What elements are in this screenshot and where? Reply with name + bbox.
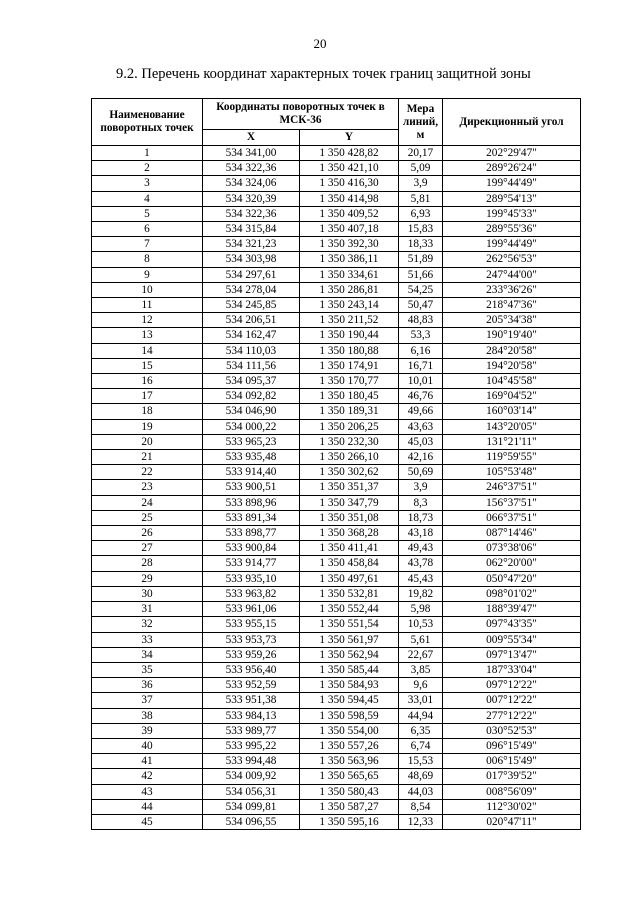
table-row bbox=[92, 586, 581, 601]
point-number-cell: 8 bbox=[92, 252, 203, 267]
line-length-cell: 19,82 bbox=[399, 586, 443, 601]
point-number-cell: 15 bbox=[92, 358, 203, 373]
direction-angle-cell: 289°26'24" bbox=[443, 161, 581, 176]
line-length-cell: 5,61 bbox=[399, 632, 443, 647]
table-row bbox=[92, 495, 581, 510]
line-length-cell: 44,94 bbox=[399, 708, 443, 723]
point-number-cell: 19 bbox=[92, 419, 203, 434]
x-coordinate-cell: 534 000,22 bbox=[203, 419, 300, 434]
x-coordinate-cell: 534 320,39 bbox=[203, 191, 300, 206]
y-coordinate-cell: 1 350 189,31 bbox=[300, 404, 399, 419]
table-row bbox=[92, 526, 581, 541]
x-coordinate-cell: 533 891,34 bbox=[203, 510, 300, 525]
y-coordinate-cell: 1 350 368,28 bbox=[300, 526, 399, 541]
table-row bbox=[92, 617, 581, 632]
y-coordinate-cell: 1 350 170,77 bbox=[300, 374, 399, 389]
x-coordinate-cell: 534 322,36 bbox=[203, 206, 300, 221]
x-coordinate-cell: 534 056,31 bbox=[203, 784, 300, 799]
table-row bbox=[92, 389, 581, 404]
direction-angle-cell: 097°13'47" bbox=[443, 647, 581, 662]
line-length-cell: 49,66 bbox=[399, 404, 443, 419]
table-row bbox=[92, 632, 581, 647]
y-coordinate-cell: 1 350 594,45 bbox=[300, 693, 399, 708]
page-number: 20 bbox=[313, 36, 327, 51]
direction-angle-cell: 187°33'04" bbox=[443, 662, 581, 677]
y-coordinate-cell: 1 350 286,81 bbox=[300, 282, 399, 297]
line-length-cell: 10,53 bbox=[399, 617, 443, 632]
line-length-cell: 20,17 bbox=[399, 146, 443, 161]
y-coordinate-cell: 1 350 416,30 bbox=[300, 176, 399, 191]
y-coordinate-cell: 1 350 585,44 bbox=[300, 662, 399, 677]
point-number-cell: 37 bbox=[92, 693, 203, 708]
line-length-cell: 49,43 bbox=[399, 541, 443, 556]
x-coordinate-cell: 533 952,59 bbox=[203, 678, 300, 693]
point-number-cell: 33 bbox=[92, 632, 203, 647]
point-number-cell: 13 bbox=[92, 328, 203, 343]
direction-angle-cell: 199°44'49" bbox=[443, 176, 581, 191]
section-title: 9.2. Перечень координат характерных точек границ защитной зоны bbox=[116, 66, 531, 82]
x-coordinate-cell: 533 965,23 bbox=[203, 434, 300, 449]
y-coordinate-cell: 1 350 598,59 bbox=[300, 708, 399, 723]
point-number-cell: 28 bbox=[92, 556, 203, 571]
table-row bbox=[92, 693, 581, 708]
line-length-cell: 15,83 bbox=[399, 222, 443, 237]
line-length-cell: 5,09 bbox=[399, 161, 443, 176]
y-coordinate-cell: 1 350 497,61 bbox=[300, 571, 399, 586]
line-length-cell: 43,78 bbox=[399, 556, 443, 571]
point-number-cell: 39 bbox=[92, 723, 203, 738]
direction-angle-cell: 160°03'14" bbox=[443, 404, 581, 419]
direction-angle-cell: 112°30'02" bbox=[443, 799, 581, 814]
header-x: X bbox=[203, 130, 300, 146]
y-coordinate-cell: 1 350 334,61 bbox=[300, 267, 399, 282]
direction-angle-cell: 199°45'33" bbox=[443, 206, 581, 221]
y-coordinate-cell: 1 350 557,26 bbox=[300, 738, 399, 753]
table-row bbox=[92, 343, 581, 358]
line-length-cell: 43,63 bbox=[399, 419, 443, 434]
direction-angle-cell: 098°01'02" bbox=[443, 586, 581, 601]
direction-angle-cell: 062°20'00" bbox=[443, 556, 581, 571]
table-row bbox=[92, 146, 581, 161]
point-number-cell: 38 bbox=[92, 708, 203, 723]
y-coordinate-cell: 1 350 580,43 bbox=[300, 784, 399, 799]
x-coordinate-cell: 534 046,90 bbox=[203, 404, 300, 419]
line-length-cell: 48,83 bbox=[399, 313, 443, 328]
point-number-cell: 18 bbox=[92, 404, 203, 419]
x-coordinate-cell: 534 111,56 bbox=[203, 358, 300, 373]
x-coordinate-cell: 533 989,77 bbox=[203, 723, 300, 738]
y-coordinate-cell: 1 350 421,10 bbox=[300, 161, 399, 176]
x-coordinate-cell: 534 162,47 bbox=[203, 328, 300, 343]
x-coordinate-cell: 533 963,82 bbox=[203, 586, 300, 601]
direction-angle-cell: 119°59'55" bbox=[443, 450, 581, 465]
direction-angle-cell: 205°34'38" bbox=[443, 313, 581, 328]
y-coordinate-cell: 1 350 190,44 bbox=[300, 328, 399, 343]
table-row bbox=[92, 298, 581, 313]
direction-angle-cell: 017°39'52" bbox=[443, 769, 581, 784]
table-row bbox=[92, 708, 581, 723]
direction-angle-cell: 066°37'51" bbox=[443, 510, 581, 525]
direction-angle-cell: 030°52'53" bbox=[443, 723, 581, 738]
table-row bbox=[92, 176, 581, 191]
table-row bbox=[92, 754, 581, 769]
y-coordinate-cell: 1 350 302,62 bbox=[300, 465, 399, 480]
direction-angle-cell: 097°12'22" bbox=[443, 678, 581, 693]
line-length-cell: 10,01 bbox=[399, 374, 443, 389]
x-coordinate-cell: 533 898,96 bbox=[203, 495, 300, 510]
y-coordinate-cell: 1 350 266,10 bbox=[300, 450, 399, 465]
point-number-cell: 9 bbox=[92, 267, 203, 282]
y-coordinate-cell: 1 350 561,97 bbox=[300, 632, 399, 647]
table-row bbox=[92, 769, 581, 784]
direction-angle-cell: 233°36'26" bbox=[443, 282, 581, 297]
point-number-cell: 32 bbox=[92, 617, 203, 632]
table-row bbox=[92, 510, 581, 525]
point-number-cell: 17 bbox=[92, 389, 203, 404]
table-row bbox=[92, 374, 581, 389]
point-number-cell: 44 bbox=[92, 799, 203, 814]
y-coordinate-cell: 1 350 411,41 bbox=[300, 541, 399, 556]
y-coordinate-cell: 1 350 407,18 bbox=[300, 222, 399, 237]
x-coordinate-cell: 533 914,77 bbox=[203, 556, 300, 571]
point-number-cell: 3 bbox=[92, 176, 203, 191]
direction-angle-cell: 199°44'49" bbox=[443, 237, 581, 252]
x-coordinate-cell: 533 953,73 bbox=[203, 632, 300, 647]
line-length-cell: 48,69 bbox=[399, 769, 443, 784]
line-length-cell: 3,9 bbox=[399, 480, 443, 495]
table-row bbox=[92, 358, 581, 373]
x-coordinate-cell: 534 110,03 bbox=[203, 343, 300, 358]
table-row bbox=[92, 480, 581, 495]
line-length-cell: 46,76 bbox=[399, 389, 443, 404]
table-row bbox=[92, 799, 581, 814]
y-coordinate-cell: 1 350 180,88 bbox=[300, 343, 399, 358]
line-length-cell: 6,74 bbox=[399, 738, 443, 753]
x-coordinate-cell: 534 245,85 bbox=[203, 298, 300, 313]
header-coordinates: Координаты поворотных точек в МСК-36 bbox=[203, 99, 399, 130]
y-coordinate-cell: 1 350 552,44 bbox=[300, 602, 399, 617]
table-row bbox=[92, 723, 581, 738]
table-body bbox=[92, 146, 581, 830]
x-coordinate-cell: 534 321,23 bbox=[203, 237, 300, 252]
direction-angle-cell: 007°12'22" bbox=[443, 693, 581, 708]
x-coordinate-cell: 533 955,15 bbox=[203, 617, 300, 632]
direction-angle-cell: 202°29'47" bbox=[443, 146, 581, 161]
point-number-cell: 23 bbox=[92, 480, 203, 495]
x-coordinate-cell: 533 995,22 bbox=[203, 738, 300, 753]
table-row bbox=[92, 738, 581, 753]
table-row bbox=[92, 556, 581, 571]
line-length-cell: 51,89 bbox=[399, 252, 443, 267]
header-y: Y bbox=[300, 130, 399, 146]
y-coordinate-cell: 1 350 347,79 bbox=[300, 495, 399, 510]
line-length-cell: 5,81 bbox=[399, 191, 443, 206]
y-coordinate-cell: 1 350 392,30 bbox=[300, 237, 399, 252]
header-direction-angle: Дирекционный угол bbox=[443, 99, 581, 146]
x-coordinate-cell: 534 095,37 bbox=[203, 374, 300, 389]
x-coordinate-cell: 533 961,06 bbox=[203, 602, 300, 617]
direction-angle-cell: 131°21'11" bbox=[443, 434, 581, 449]
point-number-cell: 10 bbox=[92, 282, 203, 297]
x-coordinate-cell: 533 900,84 bbox=[203, 541, 300, 556]
direction-angle-cell: 246°37'51" bbox=[443, 480, 581, 495]
point-number-cell: 2 bbox=[92, 161, 203, 176]
line-length-cell: 12,33 bbox=[399, 814, 443, 829]
y-coordinate-cell: 1 350 551,54 bbox=[300, 617, 399, 632]
point-number-cell: 36 bbox=[92, 678, 203, 693]
x-coordinate-cell: 534 009,92 bbox=[203, 769, 300, 784]
point-number-cell: 26 bbox=[92, 526, 203, 541]
line-length-cell: 50,69 bbox=[399, 465, 443, 480]
line-length-cell: 51,66 bbox=[399, 267, 443, 282]
table-row bbox=[92, 222, 581, 237]
direction-angle-cell: 006°15'49" bbox=[443, 754, 581, 769]
point-number-cell: 25 bbox=[92, 510, 203, 525]
x-coordinate-cell: 534 092,82 bbox=[203, 389, 300, 404]
point-number-cell: 27 bbox=[92, 541, 203, 556]
table-row bbox=[92, 571, 581, 586]
x-coordinate-cell: 533 898,77 bbox=[203, 526, 300, 541]
line-length-cell: 16,71 bbox=[399, 358, 443, 373]
line-length-cell: 54,25 bbox=[399, 282, 443, 297]
table-row bbox=[92, 678, 581, 693]
x-coordinate-cell: 534 206,51 bbox=[203, 313, 300, 328]
line-length-cell: 18,33 bbox=[399, 237, 443, 252]
direction-angle-cell: 020°47'11" bbox=[443, 814, 581, 829]
table-row bbox=[92, 404, 581, 419]
y-coordinate-cell: 1 350 458,84 bbox=[300, 556, 399, 571]
y-coordinate-cell: 1 350 409,52 bbox=[300, 206, 399, 221]
point-number-cell: 22 bbox=[92, 465, 203, 480]
table-row bbox=[92, 282, 581, 297]
table-row bbox=[92, 419, 581, 434]
x-coordinate-cell: 533 984,13 bbox=[203, 708, 300, 723]
x-coordinate-cell: 533 935,10 bbox=[203, 571, 300, 586]
point-number-cell: 14 bbox=[92, 343, 203, 358]
header-line-length: Мера линий, м bbox=[399, 99, 443, 146]
y-coordinate-cell: 1 350 206,25 bbox=[300, 419, 399, 434]
direction-angle-cell: 097°43'35" bbox=[443, 617, 581, 632]
line-length-cell: 8,3 bbox=[399, 495, 443, 510]
y-coordinate-cell: 1 350 428,82 bbox=[300, 146, 399, 161]
line-length-cell: 5,98 bbox=[399, 602, 443, 617]
x-coordinate-cell: 534 315,84 bbox=[203, 222, 300, 237]
x-coordinate-cell: 533 951,38 bbox=[203, 693, 300, 708]
coordinates-table bbox=[91, 98, 581, 830]
table-row bbox=[92, 541, 581, 556]
x-coordinate-cell: 534 303,98 bbox=[203, 252, 300, 267]
point-number-cell: 29 bbox=[92, 571, 203, 586]
direction-angle-cell: 289°55'36" bbox=[443, 222, 581, 237]
direction-angle-cell: 289°54'13" bbox=[443, 191, 581, 206]
direction-angle-cell: 104°45'58" bbox=[443, 374, 581, 389]
y-coordinate-cell: 1 350 587,27 bbox=[300, 799, 399, 814]
x-coordinate-cell: 533 900,51 bbox=[203, 480, 300, 495]
line-length-cell: 6,16 bbox=[399, 343, 443, 358]
point-number-cell: 31 bbox=[92, 602, 203, 617]
y-coordinate-cell: 1 350 386,11 bbox=[300, 252, 399, 267]
y-coordinate-cell: 1 350 532,81 bbox=[300, 586, 399, 601]
direction-angle-cell: 105°53'48" bbox=[443, 465, 581, 480]
direction-angle-cell: 073°38'06" bbox=[443, 541, 581, 556]
direction-angle-cell: 247°44'00" bbox=[443, 267, 581, 282]
direction-angle-cell: 190°19'40" bbox=[443, 328, 581, 343]
line-length-cell: 6,93 bbox=[399, 206, 443, 221]
point-number-cell: 1 bbox=[92, 146, 203, 161]
point-number-cell: 43 bbox=[92, 784, 203, 799]
point-number-cell: 45 bbox=[92, 814, 203, 829]
table-row bbox=[92, 662, 581, 677]
x-coordinate-cell: 533 956,40 bbox=[203, 662, 300, 677]
y-coordinate-cell: 1 350 232,30 bbox=[300, 434, 399, 449]
point-number-cell: 7 bbox=[92, 237, 203, 252]
x-coordinate-cell: 534 322,36 bbox=[203, 161, 300, 176]
direction-angle-cell: 194°20'58" bbox=[443, 358, 581, 373]
y-coordinate-cell: 1 350 174,91 bbox=[300, 358, 399, 373]
line-length-cell: 33,01 bbox=[399, 693, 443, 708]
line-length-cell: 44,03 bbox=[399, 784, 443, 799]
table-row bbox=[92, 313, 581, 328]
point-number-cell: 20 bbox=[92, 434, 203, 449]
point-number-cell: 30 bbox=[92, 586, 203, 601]
direction-angle-cell: 218°47'36" bbox=[443, 298, 581, 313]
line-length-cell: 3,9 bbox=[399, 176, 443, 191]
x-coordinate-cell: 534 341,00 bbox=[203, 146, 300, 161]
table-row bbox=[92, 814, 581, 829]
line-length-cell: 15,53 bbox=[399, 754, 443, 769]
y-coordinate-cell: 1 350 554,00 bbox=[300, 723, 399, 738]
table-row bbox=[92, 434, 581, 449]
direction-angle-cell: 169°04'52" bbox=[443, 389, 581, 404]
table-row bbox=[92, 161, 581, 176]
line-length-cell: 6,35 bbox=[399, 723, 443, 738]
direction-angle-cell: 050°47'20" bbox=[443, 571, 581, 586]
x-coordinate-cell: 534 099,81 bbox=[203, 799, 300, 814]
header-point-name: Наименование поворотных точек bbox=[92, 99, 203, 146]
y-coordinate-cell: 1 350 414,98 bbox=[300, 191, 399, 206]
table-row bbox=[92, 450, 581, 465]
direction-angle-cell: 277°12'22" bbox=[443, 708, 581, 723]
x-coordinate-cell: 534 297,61 bbox=[203, 267, 300, 282]
point-number-cell: 11 bbox=[92, 298, 203, 313]
line-length-cell: 43,18 bbox=[399, 526, 443, 541]
x-coordinate-cell: 534 278,04 bbox=[203, 282, 300, 297]
y-coordinate-cell: 1 350 584,93 bbox=[300, 678, 399, 693]
direction-angle-cell: 156°37'51" bbox=[443, 495, 581, 510]
point-number-cell: 12 bbox=[92, 313, 203, 328]
table-row bbox=[92, 237, 581, 252]
point-number-cell: 35 bbox=[92, 662, 203, 677]
y-coordinate-cell: 1 350 351,37 bbox=[300, 480, 399, 495]
point-number-cell: 4 bbox=[92, 191, 203, 206]
y-coordinate-cell: 1 350 563,96 bbox=[300, 754, 399, 769]
line-length-cell: 45,43 bbox=[399, 571, 443, 586]
direction-angle-cell: 009°55'34" bbox=[443, 632, 581, 647]
point-number-cell: 42 bbox=[92, 769, 203, 784]
x-coordinate-cell: 534 324,06 bbox=[203, 176, 300, 191]
line-length-cell: 18,73 bbox=[399, 510, 443, 525]
line-length-cell: 45,03 bbox=[399, 434, 443, 449]
x-coordinate-cell: 533 994,48 bbox=[203, 754, 300, 769]
table-row bbox=[92, 602, 581, 617]
line-length-cell: 3,85 bbox=[399, 662, 443, 677]
line-length-cell: 8,54 bbox=[399, 799, 443, 814]
table-row bbox=[92, 647, 581, 662]
x-coordinate-cell: 533 935,48 bbox=[203, 450, 300, 465]
line-length-cell: 42,16 bbox=[399, 450, 443, 465]
point-number-cell: 24 bbox=[92, 495, 203, 510]
line-length-cell: 50,47 bbox=[399, 298, 443, 313]
y-coordinate-cell: 1 350 562,94 bbox=[300, 647, 399, 662]
y-coordinate-cell: 1 350 211,52 bbox=[300, 313, 399, 328]
point-number-cell: 21 bbox=[92, 450, 203, 465]
line-length-cell: 9,6 bbox=[399, 678, 443, 693]
direction-angle-cell: 284°20'58" bbox=[443, 343, 581, 358]
line-length-cell: 22,67 bbox=[399, 647, 443, 662]
direction-angle-cell: 188°39'47" bbox=[443, 602, 581, 617]
point-number-cell: 34 bbox=[92, 647, 203, 662]
direction-angle-cell: 087°14'46" bbox=[443, 526, 581, 541]
direction-angle-cell: 096°15'49" bbox=[443, 738, 581, 753]
y-coordinate-cell: 1 350 351,08 bbox=[300, 510, 399, 525]
direction-angle-cell: 262°56'53" bbox=[443, 252, 581, 267]
x-coordinate-cell: 533 914,40 bbox=[203, 465, 300, 480]
table-row bbox=[92, 328, 581, 343]
y-coordinate-cell: 1 350 595,16 bbox=[300, 814, 399, 829]
table-row bbox=[92, 784, 581, 799]
table-row bbox=[92, 252, 581, 267]
direction-angle-cell: 008°56'09" bbox=[443, 784, 581, 799]
table-row bbox=[92, 267, 581, 282]
direction-angle-cell: 143°20'05" bbox=[443, 419, 581, 434]
point-number-cell: 6 bbox=[92, 222, 203, 237]
table-row bbox=[92, 465, 581, 480]
point-number-cell: 5 bbox=[92, 206, 203, 221]
point-number-cell: 41 bbox=[92, 754, 203, 769]
table-row bbox=[92, 191, 581, 206]
y-coordinate-cell: 1 350 180,45 bbox=[300, 389, 399, 404]
point-number-cell: 16 bbox=[92, 374, 203, 389]
x-coordinate-cell: 534 096,55 bbox=[203, 814, 300, 829]
line-length-cell: 53,3 bbox=[399, 328, 443, 343]
y-coordinate-cell: 1 350 243,14 bbox=[300, 298, 399, 313]
y-coordinate-cell: 1 350 565,65 bbox=[300, 769, 399, 784]
point-number-cell: 40 bbox=[92, 738, 203, 753]
table-row bbox=[92, 206, 581, 221]
x-coordinate-cell: 533 959,26 bbox=[203, 647, 300, 662]
